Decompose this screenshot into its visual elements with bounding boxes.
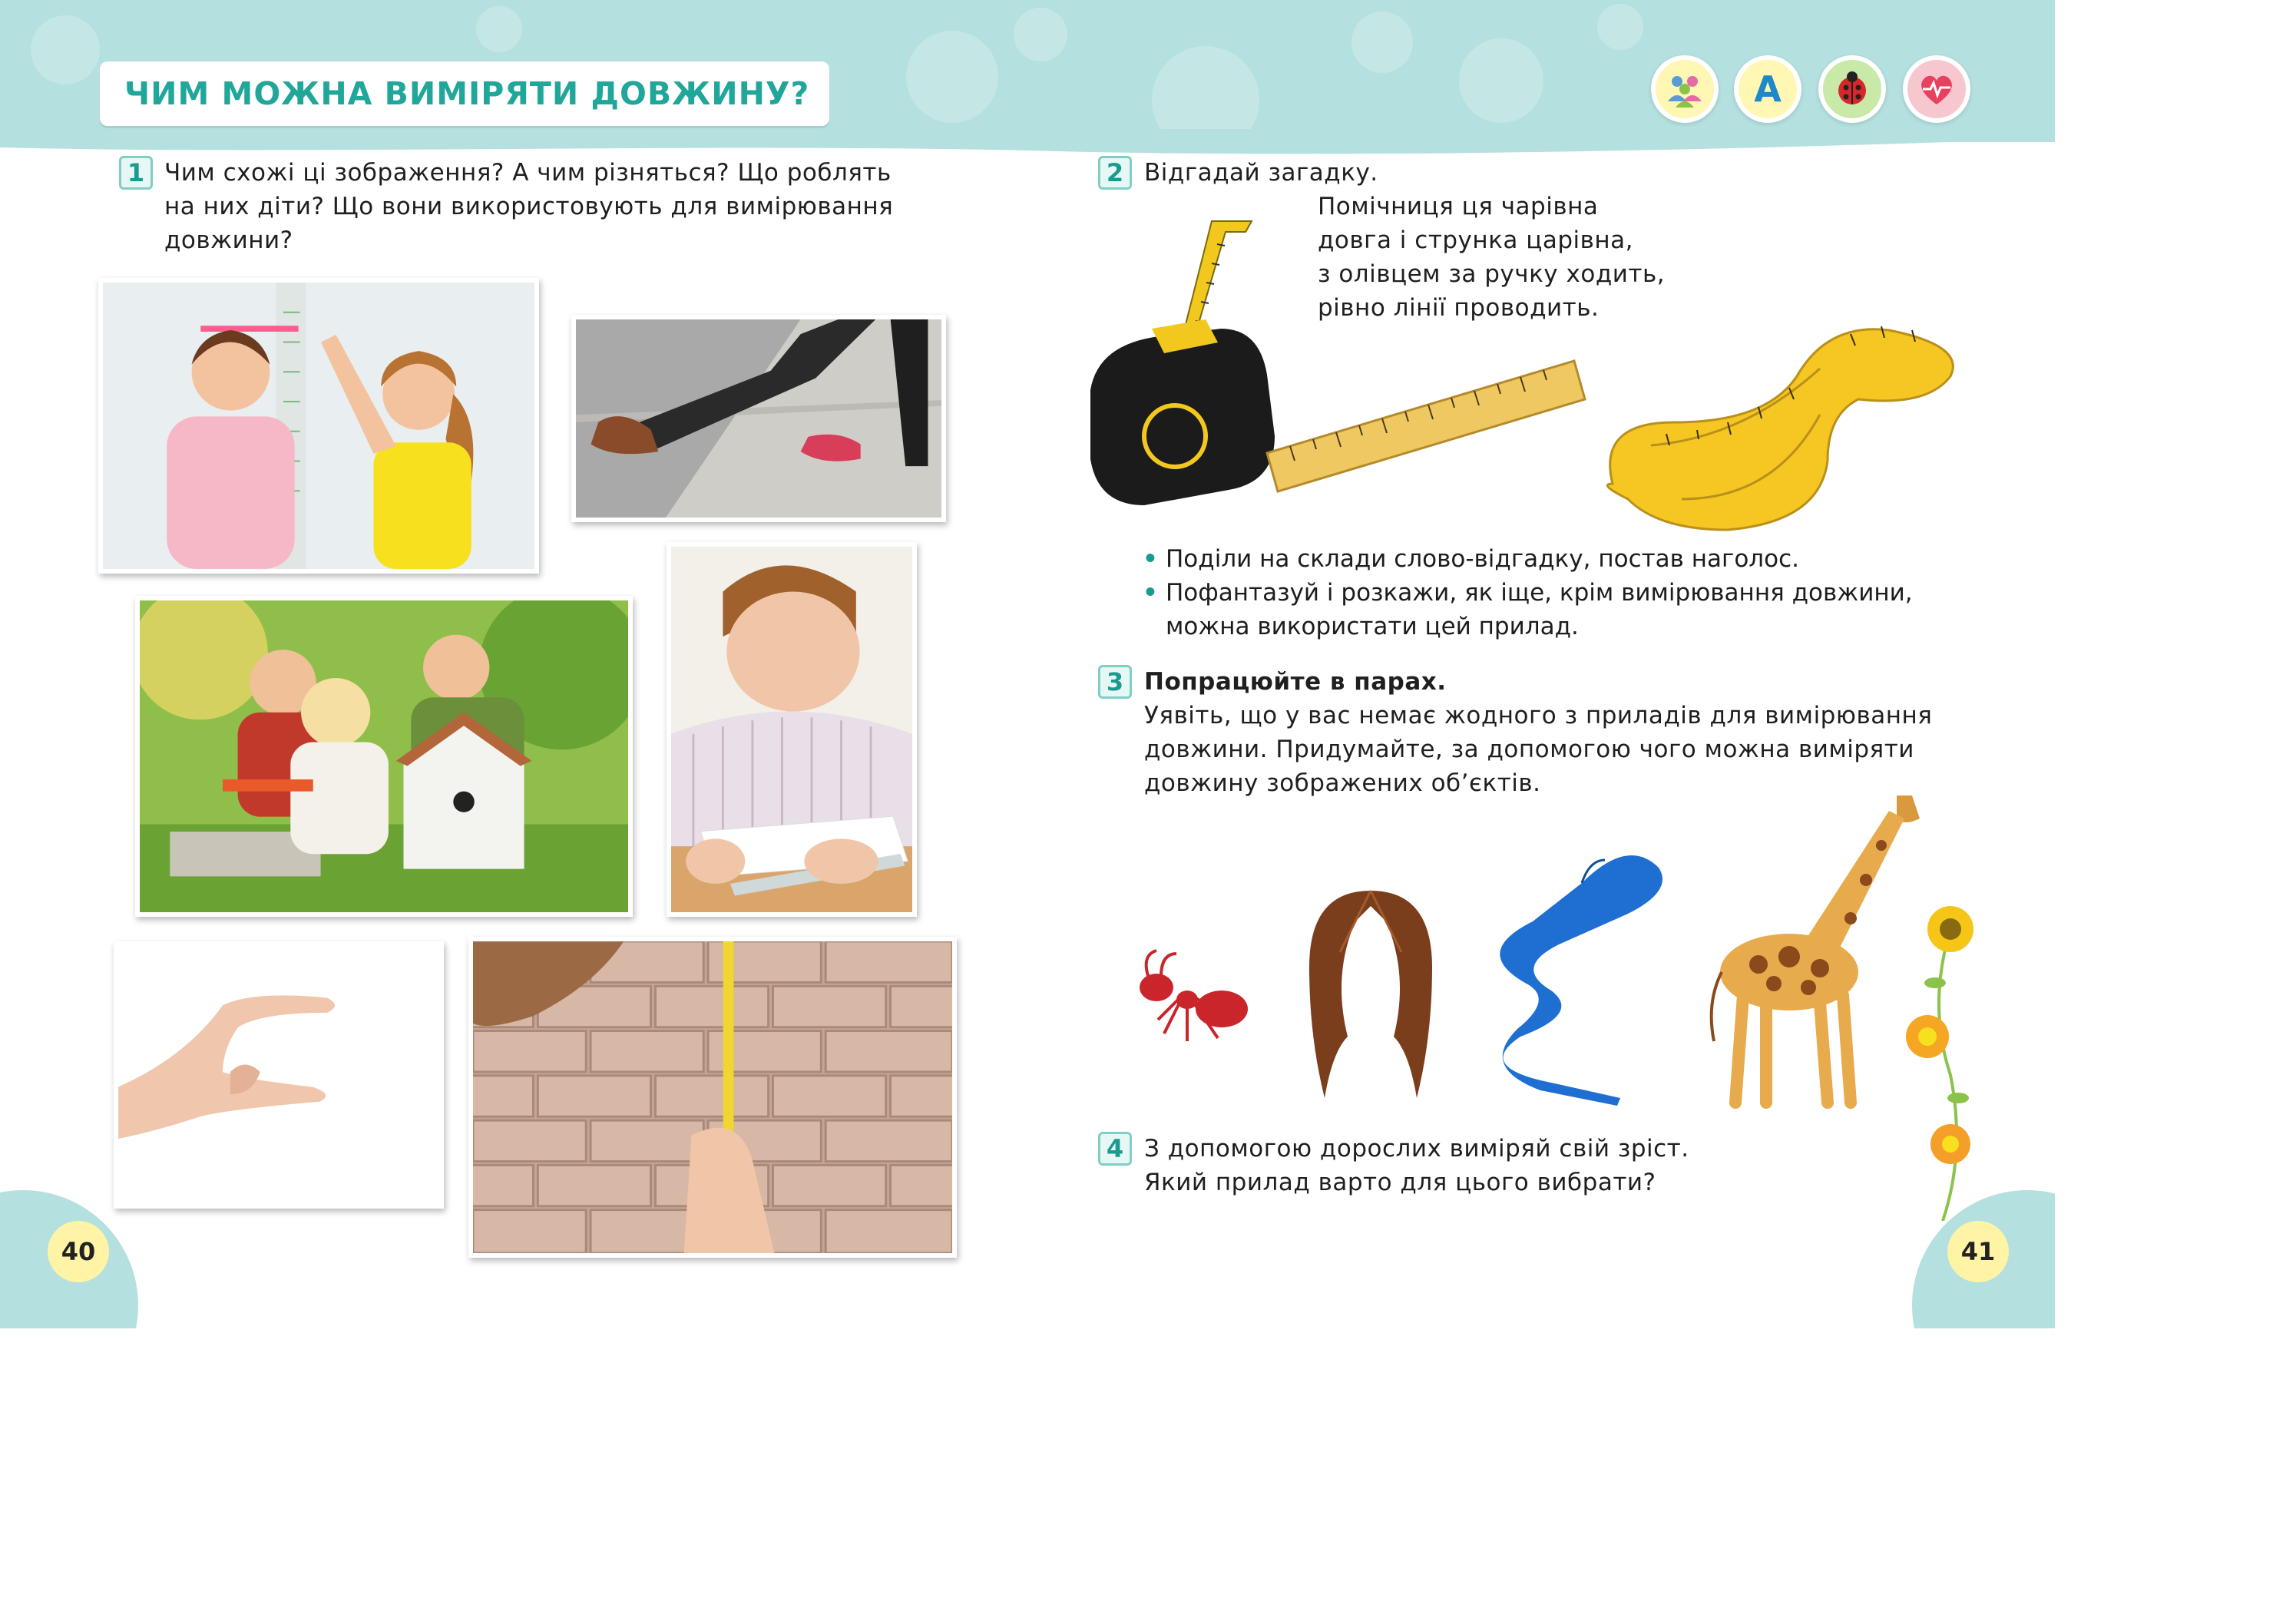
- ruler-illustration: [1259, 346, 1590, 499]
- task-1-line-3: довжини?: [164, 227, 293, 254]
- ribbon-illustration: [1467, 845, 1674, 1106]
- task-3-line-3: довжину зображених об’єктів.: [1144, 769, 1541, 797]
- task-2-bullet-1: • Поділи на склади слово-відгадку, постав наголос.: [1143, 542, 1913, 576]
- task-4-line-1: З допомогою дорослих виміряй свій зріст.: [1144, 1135, 1689, 1163]
- task-2-number: 2: [1098, 156, 1132, 190]
- group-work-icon: [1651, 55, 1719, 123]
- task-4-text: [1144, 1132, 1689, 1199]
- riddle-line-2: довга і струнка царівна,: [1318, 227, 1634, 254]
- ladybug-icon: [1818, 55, 1886, 123]
- measuring-tape-illustration: [1590, 292, 1973, 545]
- task-4-number: 4: [1098, 1132, 1132, 1166]
- header-wave: [0, 129, 2055, 160]
- letter-a-icon: [1734, 55, 1801, 123]
- task-2-bullet-2: • Пофантазуй і розкажи, як іще, крім вимірювання довжини,: [1143, 576, 1913, 610]
- task-4-line-2: Який прилад варто для цього вибрати?: [1144, 1169, 1656, 1196]
- photo-hand-pinch: [114, 941, 444, 1209]
- riddle-line-4: рівно лінії проводить.: [1318, 294, 1600, 322]
- giraffe-illustration: [1705, 780, 1935, 1118]
- page-number-left: 40: [48, 1221, 109, 1282]
- ant-illustration: [1126, 949, 1256, 1049]
- photo-brick-wall: [468, 937, 957, 1258]
- task-3-heading: Попрацюйте в парах.: [1144, 668, 1447, 696]
- flowers-decoration: [1904, 898, 1981, 1221]
- photo-steps: [571, 315, 946, 522]
- photo-birdhouse: [135, 596, 633, 917]
- task-3-line-1: Уявіть, що у вас немає жодного з приладів для вимірювання: [1144, 702, 1933, 729]
- photo-boy-ruler: [667, 542, 917, 917]
- task-1-number: 1: [119, 156, 153, 190]
- task-1-line-2: на них діти? Що вони використовують для вимірювання: [164, 193, 894, 220]
- page-number-right: 41: [1947, 1221, 2009, 1282]
- task-3-number: 3: [1098, 665, 1132, 699]
- hair-illustration: [1298, 883, 1444, 1106]
- page-title-box: [100, 61, 829, 126]
- task-2-bullet-2-continued: можна використати цей прилад.: [1166, 613, 1579, 640]
- page-title: ЧИМ МОЖНА ВИМІРЯТИ ДОВЖИНУ?: [124, 75, 810, 112]
- task-2-heading: Відгадай загадку.: [1144, 159, 1378, 187]
- tape-measure-illustration: [1075, 213, 1282, 513]
- task-2-bullets: [1143, 542, 1913, 643]
- riddle-line-1: Помічниця ця чарівна: [1318, 193, 1599, 220]
- letter-a-label: A: [1754, 68, 1782, 110]
- task-1-line-1: Чим схожі ці зображення? А чим різняться? Що роблять: [164, 159, 892, 187]
- task-3-line-2: довжини. Придумайте, за допомогою чого можна виміряти: [1144, 736, 1914, 763]
- task-1-text: [164, 156, 893, 257]
- riddle-line-3: з олівцем за ручку ходить,: [1318, 260, 1666, 288]
- photo-height-measure: [98, 278, 539, 574]
- heart-pulse-icon: [1903, 55, 1970, 123]
